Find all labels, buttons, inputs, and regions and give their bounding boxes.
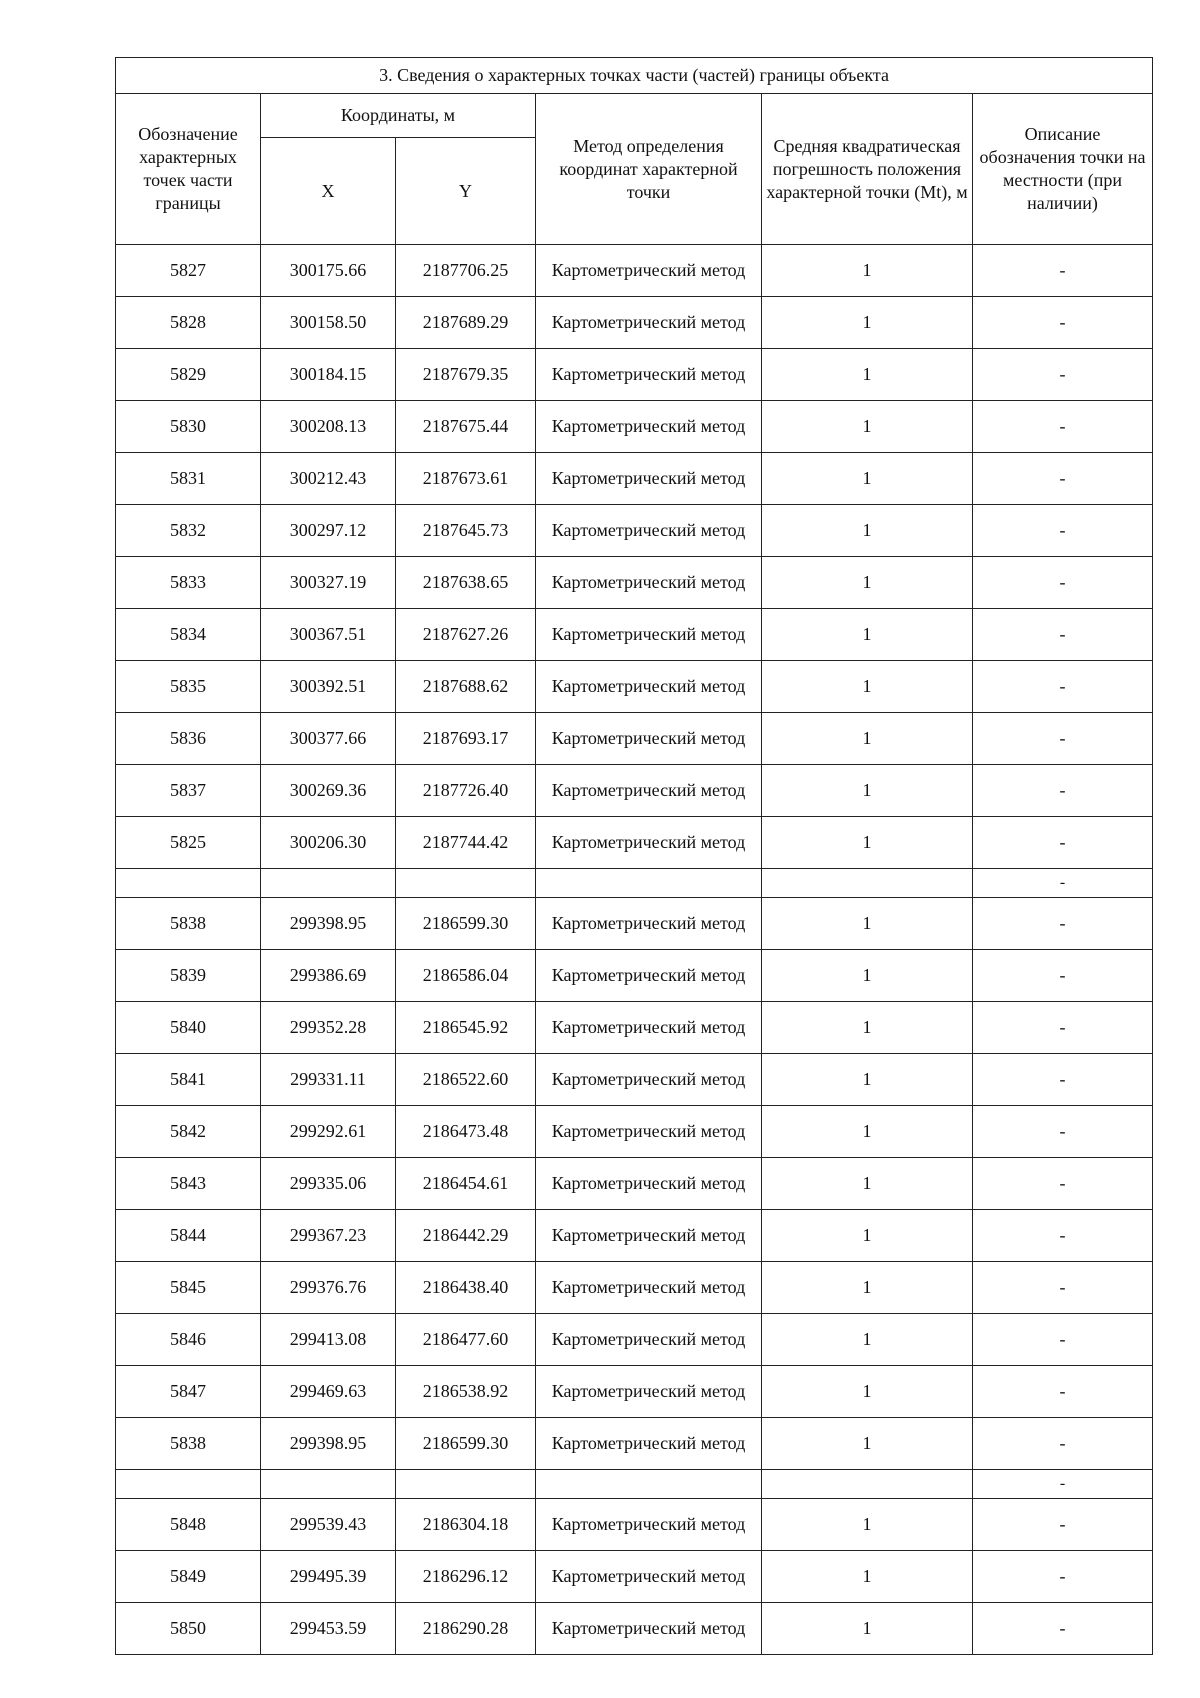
cell-point-id: 5835 (116, 661, 261, 713)
cell-point-id: 5850 (116, 1603, 261, 1655)
cell-mt: 1 (762, 950, 973, 1002)
cell-x: 299469.63 (261, 1366, 396, 1418)
cell-x: 300208.13 (261, 401, 396, 453)
cell-y: 2186477.60 (396, 1314, 536, 1366)
cell-method: Картометрический метод (536, 245, 762, 297)
cell-method: Картометрический метод (536, 1418, 762, 1470)
table-row (116, 1603, 1153, 1655)
cell-method: Картометрический метод (536, 1054, 762, 1106)
header-method: Метод определения координат характерной точки (536, 94, 762, 245)
cell-y: 2187688.62 (396, 661, 536, 713)
cell-mt: 1 (762, 609, 973, 661)
cell-x: 299539.43 (261, 1499, 396, 1551)
cell-description: - (973, 1603, 1153, 1655)
cell-method: Картометрический метод (536, 1262, 762, 1314)
table-row (116, 1002, 1153, 1054)
cell-point-id: 5836 (116, 713, 261, 765)
cell-y: 2187679.35 (396, 349, 536, 401)
header-x: X (261, 138, 396, 245)
table-row (116, 765, 1153, 817)
cell-method: Картометрический метод (536, 453, 762, 505)
cell-mt: 1 (762, 1262, 973, 1314)
cell-x: 300206.30 (261, 817, 396, 869)
table-row (116, 661, 1153, 713)
cell-point-id: 5825 (116, 817, 261, 869)
cell-method: Картометрический метод (536, 1210, 762, 1262)
cell-point-id: 5845 (116, 1262, 261, 1314)
header-description: Описание обозначения точки на местности (при наличии) (973, 94, 1153, 245)
cell-x: 300158.50 (261, 297, 396, 349)
cell-x: 299398.95 (261, 1418, 396, 1470)
table-row (116, 1106, 1153, 1158)
cell-y: 2187689.29 (396, 297, 536, 349)
table-row (116, 609, 1153, 661)
cell-x (261, 869, 396, 898)
table-row (116, 1054, 1153, 1106)
cell-y: 2187627.26 (396, 609, 536, 661)
cell-x: 299386.69 (261, 950, 396, 1002)
header-y: Y (396, 138, 536, 245)
cell-description: - (973, 1106, 1153, 1158)
cell-description: - (973, 661, 1153, 713)
cell-method (536, 869, 762, 898)
cell-mt: 1 (762, 1054, 973, 1106)
cell-point-id: 5847 (116, 1366, 261, 1418)
cell-mt: 1 (762, 898, 973, 950)
cell-point-id (116, 869, 261, 898)
cell-x: 299376.76 (261, 1262, 396, 1314)
cell-y: 2187673.61 (396, 453, 536, 505)
cell-mt: 1 (762, 1366, 973, 1418)
cell-mt: 1 (762, 765, 973, 817)
cell-method: Картометрический метод (536, 297, 762, 349)
cell-description: - (973, 557, 1153, 609)
cell-method: Картометрический метод (536, 557, 762, 609)
cell-y (396, 1470, 536, 1499)
cell-description: - (973, 869, 1153, 898)
cell-point-id: 5834 (116, 609, 261, 661)
cell-description: - (973, 1054, 1153, 1106)
cell-y: 2186438.40 (396, 1262, 536, 1314)
cell-y: 2186599.30 (396, 898, 536, 950)
cell-y: 2186599.30 (396, 1418, 536, 1470)
cell-description: - (973, 1366, 1153, 1418)
cell-mt (762, 1470, 973, 1499)
cell-point-id: 5837 (116, 765, 261, 817)
cell-mt: 1 (762, 1210, 973, 1262)
cell-mt: 1 (762, 557, 973, 609)
cell-x: 299352.28 (261, 1002, 396, 1054)
cell-method: Картометрический метод (536, 609, 762, 661)
table-row (116, 349, 1153, 401)
cell-method: Картометрический метод (536, 505, 762, 557)
header-error: Средняя квадратическая погрешность положения характерной точки (Mt), м (762, 94, 973, 245)
cell-mt: 1 (762, 1499, 973, 1551)
cell-mt: 1 (762, 1158, 973, 1210)
cell-method: Картометрический метод (536, 1106, 762, 1158)
cell-method: Картометрический метод (536, 401, 762, 453)
cell-description: - (973, 1210, 1153, 1262)
table-row (116, 557, 1153, 609)
cell-mt: 1 (762, 1314, 973, 1366)
table-row (116, 245, 1153, 297)
cell-x: 300212.43 (261, 453, 396, 505)
cell-x (261, 1470, 396, 1499)
cell-y: 2186290.28 (396, 1603, 536, 1655)
cell-method (536, 1470, 762, 1499)
table-row (116, 817, 1153, 869)
cell-y: 2186538.92 (396, 1366, 536, 1418)
cell-mt: 1 (762, 661, 973, 713)
cell-mt: 1 (762, 297, 973, 349)
cell-method: Картометрический метод (536, 1603, 762, 1655)
table-separator-row (116, 869, 1153, 898)
table-row (116, 1314, 1153, 1366)
cell-method: Картометрический метод (536, 713, 762, 765)
table-row (116, 453, 1153, 505)
cell-method: Картометрический метод (536, 1002, 762, 1054)
cell-mt: 1 (762, 1002, 973, 1054)
cell-point-id: 5842 (116, 1106, 261, 1158)
table-row (116, 1262, 1153, 1314)
cell-y: 2187744.42 (396, 817, 536, 869)
cell-y: 2186473.48 (396, 1106, 536, 1158)
cell-method: Картометрический метод (536, 817, 762, 869)
cell-y: 2186586.04 (396, 950, 536, 1002)
cell-description: - (973, 1002, 1153, 1054)
cell-description: - (973, 1158, 1153, 1210)
cell-point-id: 5827 (116, 245, 261, 297)
cell-description: - (973, 349, 1153, 401)
cell-point-id: 5838 (116, 898, 261, 950)
cell-method: Картометрический метод (536, 1551, 762, 1603)
cell-description: - (973, 765, 1153, 817)
cell-description: - (973, 453, 1153, 505)
cell-mt (762, 869, 973, 898)
cell-y: 2187645.73 (396, 505, 536, 557)
table-row (116, 1499, 1153, 1551)
cell-mt: 1 (762, 245, 973, 297)
cell-mt: 1 (762, 713, 973, 765)
cell-description: - (973, 1262, 1153, 1314)
cell-x: 299292.61 (261, 1106, 396, 1158)
cell-mt: 1 (762, 817, 973, 869)
cell-description: - (973, 401, 1153, 453)
table-title: 3. Сведения о характерных точках части (частей) границы объекта (116, 58, 1153, 94)
cell-method: Картометрический метод (536, 950, 762, 1002)
cell-point-id: 5846 (116, 1314, 261, 1366)
cell-y (396, 869, 536, 898)
cell-x: 300175.66 (261, 245, 396, 297)
cell-description: - (973, 245, 1153, 297)
cell-x: 299331.11 (261, 1054, 396, 1106)
cell-description: - (973, 609, 1153, 661)
cell-method: Картометрический метод (536, 898, 762, 950)
cell-point-id: 5839 (116, 950, 261, 1002)
cell-x: 299335.06 (261, 1158, 396, 1210)
cell-point-id: 5838 (116, 1418, 261, 1470)
cell-description: - (973, 898, 1153, 950)
cell-method: Картометрический метод (536, 1314, 762, 1366)
cell-point-id: 5848 (116, 1499, 261, 1551)
cell-point-id: 5849 (116, 1551, 261, 1603)
cell-mt: 1 (762, 401, 973, 453)
cell-x: 300377.66 (261, 713, 396, 765)
cell-y: 2186454.61 (396, 1158, 536, 1210)
cell-point-id: 5833 (116, 557, 261, 609)
cell-method: Картометрический метод (536, 349, 762, 401)
cell-description: - (973, 1551, 1153, 1603)
cell-mt: 1 (762, 505, 973, 557)
cell-x: 299398.95 (261, 898, 396, 950)
cell-mt: 1 (762, 453, 973, 505)
cell-y: 2186545.92 (396, 1002, 536, 1054)
cell-y: 2186442.29 (396, 1210, 536, 1262)
cell-mt: 1 (762, 1418, 973, 1470)
cell-x: 300367.51 (261, 609, 396, 661)
cell-description: - (973, 1470, 1153, 1499)
cell-x: 300269.36 (261, 765, 396, 817)
cell-point-id: 5841 (116, 1054, 261, 1106)
cell-method: Картометрический метод (536, 661, 762, 713)
cell-y: 2187693.17 (396, 713, 536, 765)
cell-mt: 1 (762, 349, 973, 401)
cell-point-id: 5828 (116, 297, 261, 349)
header-designation: Обозначение характерных точек части границы (116, 94, 261, 245)
cell-point-id: 5831 (116, 453, 261, 505)
table-body (116, 245, 1153, 1655)
cell-description: - (973, 1499, 1153, 1551)
cell-x: 299453.59 (261, 1603, 396, 1655)
cell-y: 2187726.40 (396, 765, 536, 817)
table-row (116, 950, 1153, 1002)
cell-x: 300297.12 (261, 505, 396, 557)
table-row (116, 713, 1153, 765)
table-row (116, 1158, 1153, 1210)
cell-y: 2187706.25 (396, 245, 536, 297)
table-row (116, 505, 1153, 557)
cell-x: 300184.15 (261, 349, 396, 401)
cell-x: 299413.08 (261, 1314, 396, 1366)
cell-point-id: 5832 (116, 505, 261, 557)
cell-point-id: 5829 (116, 349, 261, 401)
cell-x: 299495.39 (261, 1551, 396, 1603)
cell-mt: 1 (762, 1603, 973, 1655)
cell-description: - (973, 505, 1153, 557)
table-row (116, 401, 1153, 453)
cell-description: - (973, 297, 1153, 349)
table-row (116, 1551, 1153, 1603)
table-row (116, 1366, 1153, 1418)
cell-description: - (973, 950, 1153, 1002)
table-row (116, 1418, 1153, 1470)
cell-description: - (973, 1314, 1153, 1366)
cell-description: - (973, 817, 1153, 869)
cell-point-id: 5830 (116, 401, 261, 453)
cell-x: 300327.19 (261, 557, 396, 609)
cell-method: Картометрический метод (536, 1366, 762, 1418)
cell-point-id (116, 1470, 261, 1499)
boundary-points-table (115, 57, 1153, 1655)
cell-mt: 1 (762, 1551, 973, 1603)
cell-method: Картометрический метод (536, 765, 762, 817)
table-row (116, 297, 1153, 349)
cell-x: 299367.23 (261, 1210, 396, 1262)
cell-method: Картометрический метод (536, 1499, 762, 1551)
cell-mt: 1 (762, 1106, 973, 1158)
table-separator-row (116, 1470, 1153, 1499)
header-coordinates: Координаты, м (261, 94, 536, 138)
cell-y: 2186522.60 (396, 1054, 536, 1106)
cell-description: - (973, 1418, 1153, 1470)
cell-x: 300392.51 (261, 661, 396, 713)
cell-description: - (973, 713, 1153, 765)
cell-method: Картометрический метод (536, 1158, 762, 1210)
cell-y: 2186296.12 (396, 1551, 536, 1603)
cell-point-id: 5844 (116, 1210, 261, 1262)
cell-point-id: 5843 (116, 1158, 261, 1210)
table-row (116, 1210, 1153, 1262)
cell-y: 2187675.44 (396, 401, 536, 453)
table-row (116, 898, 1153, 950)
cell-y: 2186304.18 (396, 1499, 536, 1551)
cell-y: 2187638.65 (396, 557, 536, 609)
cell-point-id: 5840 (116, 1002, 261, 1054)
